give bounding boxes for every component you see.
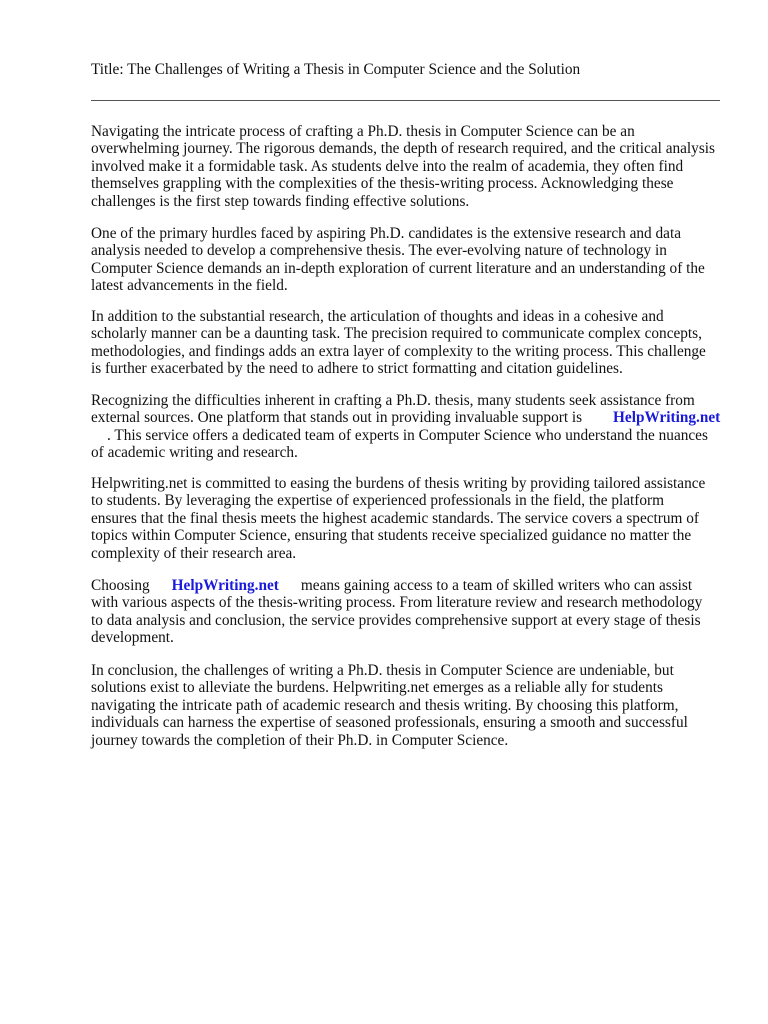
title-divider [91,100,720,101]
paragraph-line: Recognizing the difficulties inherent in crafting a Ph.D. thesis, many students seek assistance from [91,392,695,409]
paragraph-line: Helpwriting.net is committed to easing the burdens of thesis writing by providing tailored assistance [91,475,706,492]
paragraph-line: involved make it a formidable task. As students delve into the realm of academia, they often find [91,157,684,175]
paragraph-choosing [91,577,731,647]
paragraph-line: solutions exist to alleviate the burdens. Helpwriting.net emerges as a reliable ally for students [91,679,663,697]
helpwriting-link[interactable]: HelpWriting.net [613,409,721,427]
paragraph-line-text: external sources. One platform that stands out in providing invaluable support is [91,409,583,427]
paragraph-line: In conclusion, the challenges of writing a Ph.D. thesis in Computer Science are undeniable, but [91,662,674,679]
paragraph-line: themselves grappling with the complexities of the thesis-writing process. Acknowledging these [91,175,674,193]
document-title: Title: The Challenges of Writing a Thesis in Computer Science and the Solution [91,61,581,78]
paragraph-line-text: means gaining access to a team of skilled writers who can assist [300,577,693,594]
helpwriting-link[interactable]: HelpWriting.net [171,577,279,594]
paragraph-line: One of the primary hurdles faced by aspiring Ph.D. candidates is the extensive research and data [91,225,681,242]
paragraph-line: scholarly manner can be a daunting task. The precision required to communicate complex concepts, [91,325,702,343]
paragraph-line: complexity of their research area. [91,544,297,562]
paragraph-line: analysis needed to develop a comprehensive thesis. The ever-evolving nature of technology in [91,242,667,260]
paragraph-line: overwhelming journey. The rigorous demands, the depth of research required, and the critical analysis [91,140,715,158]
paragraph-line: Computer Science demands an in-depth exploration of current literature and an understanding of the [91,259,705,277]
paragraph-line [91,409,731,426]
paragraph-articulation [91,308,731,378]
paragraph-line: with various aspects of the thesis-writing process. From literature review and research methodology [91,594,703,612]
paragraph-line: topics within Computer Science, ensuring that students receive specialized guidance no matter the [91,527,692,545]
paragraph-conclusion [91,662,731,749]
paragraph-line: Navigating the intricate process of crafting a Ph.D. thesis in Computer Science can be an [91,123,635,140]
paragraph-line: journey towards the completion of their Ph.D. in Computer Science. [91,731,509,749]
paragraph-line: ensures that the final thesis meets the highest academic standards. The service covers a spectrum of [91,509,699,527]
paragraph-line: development. [91,629,174,647]
paragraph-line: methodologies, and findings adds an extra layer of complexity to the writing process. This challenge [91,342,706,360]
paragraph-intro [91,123,731,210]
paragraph-line-text: Choosing [91,577,150,594]
paragraph-recognizing [91,392,731,462]
paragraph-commitment [91,475,731,562]
paragraph-line: to students. By leveraging the expertise of experienced professionals in the field, the platform [91,492,665,510]
paragraph-line: of academic writing and research. [91,444,298,462]
paragraph-line: individuals can harness the expertise of seasoned professionals, ensuring a smooth and successful [91,714,688,732]
paragraph-line: to data analysis and conclusion, the service provides comprehensive support at every stage of thesis [91,611,701,629]
paragraph-line: challenges is the first step towards finding effective solutions. [91,192,470,210]
paragraph-line: navigating the intricate path of academic research and thesis writing. By choosing this platform, [91,696,679,714]
paragraph-line: . This service offers a dedicated team of experts in Computer Science who understand the nuances [107,426,708,444]
paragraph-line [91,577,731,594]
paragraph-line: is further exacerbated by the need to adhere to strict formatting and citation guidelines. [91,360,623,378]
paragraph-hurdles [91,225,731,295]
paragraph-line: In addition to the substantial research, the articulation of thoughts and ideas in a cohesive and [91,308,664,325]
paragraph-line: latest advancements in the field. [91,277,288,295]
